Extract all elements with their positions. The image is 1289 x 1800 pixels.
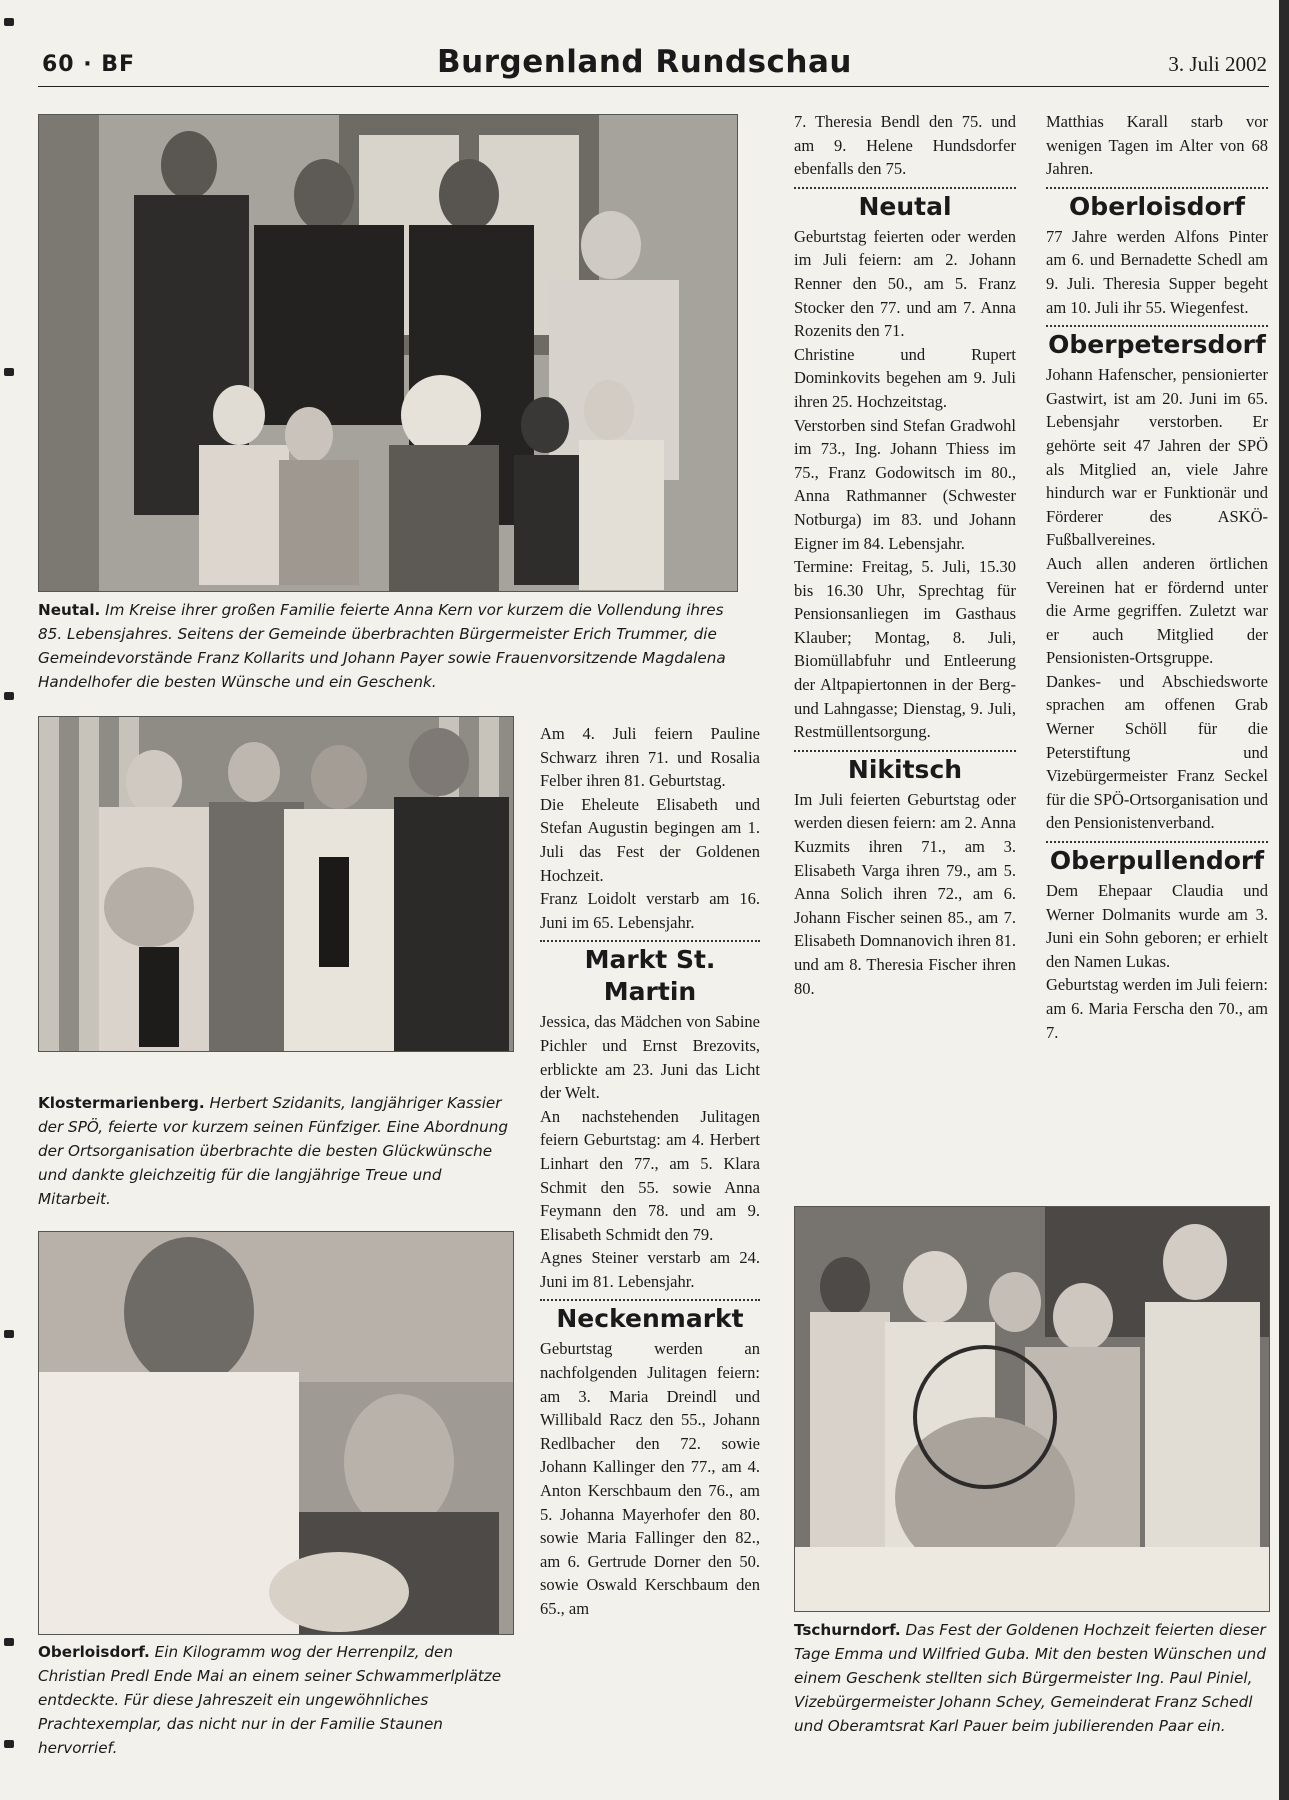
section-divider [1046, 325, 1268, 327]
paragraph: Agnes Steiner verstarb am 24. Juni im 81. Lebensjahr. [540, 1248, 760, 1291]
page-section: 60 · BF [42, 52, 136, 77]
paragraph: Geburtstag werden an nachfolgenden Julitagen feiern: am 3. Maria Dreindl und Willibald Racz den 55., Johann Redlbacher den 72. sowie Johann Kallinger den 77., am 4. Anton Kerschbaum den 76., am 5. Johanna Mayerhofer den 80. sowie Maria Fallinger den 82., am 6. Gertrude Dorner den 50. sowie Oswald Kerschbaum den 65., am [540, 1339, 760, 1618]
section-divider [1046, 841, 1268, 843]
paragraph: Geburtstag werden im Juli feiern: am 6. Maria Ferscha den 70., am 7. [1046, 975, 1268, 1042]
paragraph: Geburtstag feierten oder werden im Juli feiern: am 2. Johann Renner den 50., am 5. Franz Stocker den 77. und am 7. Anna Rozenits den 71. [794, 226, 1016, 341]
column-c [540, 722, 760, 1621]
paragraph: Dem Ehepaar Claudia und Werner Dolmanits wurde am 3. Juni ein Sohn geboren; er erhielt den Namen Lukas. [1046, 881, 1268, 971]
scan-edge [1279, 0, 1289, 1800]
heading-markt-st-martin: Markt St. Martin [584, 945, 716, 1007]
section-divider [540, 940, 760, 942]
paragraph: Jessica, das Mädchen von Sabine Pichler und Ernst Brezovits, erblickte am 23. Juni das Licht der Welt. [540, 1012, 760, 1103]
header-rule [38, 86, 1269, 87]
photo-oberloisdorf [38, 1231, 514, 1635]
photo-neutal-family [38, 114, 738, 592]
paragraph: Termine: Freitag, 5. Juli, 15.30 bis 16.30 Uhr, Sprechtag für Pensionsanliegen im Gasthaus Klauber; Montag, 8. Juli, Biomüllabfuhr und Entleerung der Altpapiertonnen in der Berg- und Lahngasse; Dienstag, 9. Juli, Restmüllentsorgung. [794, 557, 1016, 742]
paragraph: Franz Loidolt verstarb am 16. Juni im 65. Lebensjahr. [540, 889, 760, 932]
paragraph: Im Juli feierten Geburtstag oder werden diesen feiern: am 2. Anna Kuzmits ihren 71., am 3. Elisabeth Varga ihren 79., am 5. Anna Solich ihren 72., am 6. Johann Fischer seinen 85., am 7. Elisabeth Domnanovich ihren 81. und am 8. Theresia Fischer ihren 80. [794, 789, 1016, 998]
photo-klostermarienberg [38, 716, 514, 1052]
caption-klostermarienberg: Klostermarienberg. Herbert Szidanits, langjähriger Kassier der SPÖ, feierte vor kurzem seinen Fünfziger. Eine Abordnung der Ortsorganisation überbrachte die besten Glückwünsche und dankte gleichzeitig für die langjährige Treue und Mitarbeit. [38, 1094, 509, 1208]
photo-tschurndorf [794, 1206, 1270, 1612]
heading-oberpetersdorf: Oberpetersdorf [1048, 330, 1266, 360]
scan-mark [4, 368, 14, 376]
caption-oberloisdorf: Oberloisdorf. Ein Kilogramm wog der Herrenpilz, den Christian Predl Ende Mai an einem seiner Schwammerlplätze entdeckte. Für diese Jahreszeit ein ungewöhnliches Prachtexemplar, das nicht nur in der Familie Staunen hervorrief. [38, 1643, 502, 1757]
section-divider [794, 187, 1016, 189]
scan-mark [4, 692, 14, 700]
column-d [794, 110, 1016, 1000]
caption-place: Klostermarienberg. [38, 1094, 205, 1112]
caption-place: Neutal. [38, 601, 101, 619]
heading-neckenmarkt: Neckenmarkt [556, 1304, 744, 1334]
scan-mark [4, 18, 14, 26]
column-e [1046, 110, 1268, 1044]
paragraph: Christine und Rupert Dominkovits begehen am 9. Juli ihren 25. Hochzeitstag. [794, 344, 1016, 411]
newspaper-title: Burgenland Rundschau [437, 44, 852, 80]
scan-mark [4, 1740, 14, 1748]
caption-neutal: Neutal. Im Kreise ihrer großen Familie feierte Anna Kern vor kurzem die Vollendung ihres 85. Lebensjahres. Seitens der Gemeinde überbrachten Bürgermeister Erich Trummer, die Gemeindevorstände Franz Kollarits und Johann Payer sowie Frauenvorsitzende Magdalena Handelhofer die besten Wünsche und ein Geschenk. [38, 601, 726, 691]
paragraph: Am 4. Juli feiern Pauline Schwarz ihren 71. und Rosalia Felber ihren 81. Geburtstag. [540, 724, 760, 791]
scan-mark [4, 1330, 14, 1338]
heading-neutal: Neutal [858, 191, 952, 221]
heading-oberloisdorf: Oberloisdorf [1069, 191, 1245, 221]
paragraph: 7. Theresia Bendl den 75. und am 9. Helene Hundsdorfer ebenfalls den 75. [794, 112, 1016, 179]
heading-nikitsch: Nikitsch [847, 754, 963, 784]
paragraph: An nachstehenden Julitagen feiern Geburtstag: am 4. Herbert Linhart den 77., am 5. Klara Schmit den 55. sowie Anna Feymann den 78. und am 9. Elisabeth Schmidt den 79. [540, 1106, 760, 1244]
caption-place: Tschurndorf. [794, 1621, 901, 1639]
issue-date: 3. Juli 2002 [1168, 52, 1267, 76]
paragraph: Matthias Karall starb vor wenigen Tagen im Alter von 68 Jahren. [1046, 112, 1268, 179]
paragraph: Johann Hafenscher, pensionierter Gastwirt, ist am 20. Juni im 65. Lebensjahr verstorben. Er gehörte seit 47 Jahren der SPÖ als Mitglied an, viele Jahre hindurch war er Funktionär und Förderer des ASKÖ-Fußballvereines. [1046, 365, 1268, 550]
paragraph: 77 Jahre werden Alfons Pinter am 6. und Bernadette Schedl am 9. Juli. Theresia Supper begeht am 10. Juli ihr 55. Wiegenfest. [1046, 226, 1268, 317]
paragraph: Verstorben sind Stefan Gradwohl im 73., Ing. Johann Thiess im 75., Franz Godowitsch im 80., Anna Rathmanner (Schwester Notburga) im 83. und Johann Eigner im 84. Lebensjahr. [794, 415, 1016, 553]
section-divider [1046, 187, 1268, 189]
section-divider [794, 750, 1016, 752]
heading-oberpullendorf: Oberpullendorf [1049, 846, 1265, 876]
paragraph: Auch allen anderen örtlichen Vereinen hat er fördernd unter die Arme gegriffen. Zuletzt war er auch Mitglied der Pensionisten-Ortsgruppe. Dankes- und Abschiedsworte sprachen am offenen Grab Werner Schöll für die Peterstiftung und Vizebürgermeister Franz Seckel für die SPÖ-Ortsorganisation und den Pensionistenverband. [1046, 553, 1268, 833]
caption-tschurndorf: Tschurndorf. Das Fest der Goldenen Hochzeit feierten dieser Tage Emma und Wilfried Guba. Mit den besten Wünschen und einem Geschenk stellten sich Bürgermeister Ing. Paul Piniel, Vizebürgermeister Johann Schey, Gemeinderat Franz Schedl und Oberamtsrat Karl Pauer beim jubilierenden Paar ein. [794, 1621, 1266, 1735]
paragraph: Die Eheleute Elisabeth und Stefan Augustin begingen am 1. Juli das Fest der Goldenen Hochzeit. [540, 794, 760, 885]
section-divider [540, 1299, 760, 1301]
scan-mark [4, 1638, 14, 1646]
caption-place: Oberloisdorf. [38, 1643, 150, 1661]
